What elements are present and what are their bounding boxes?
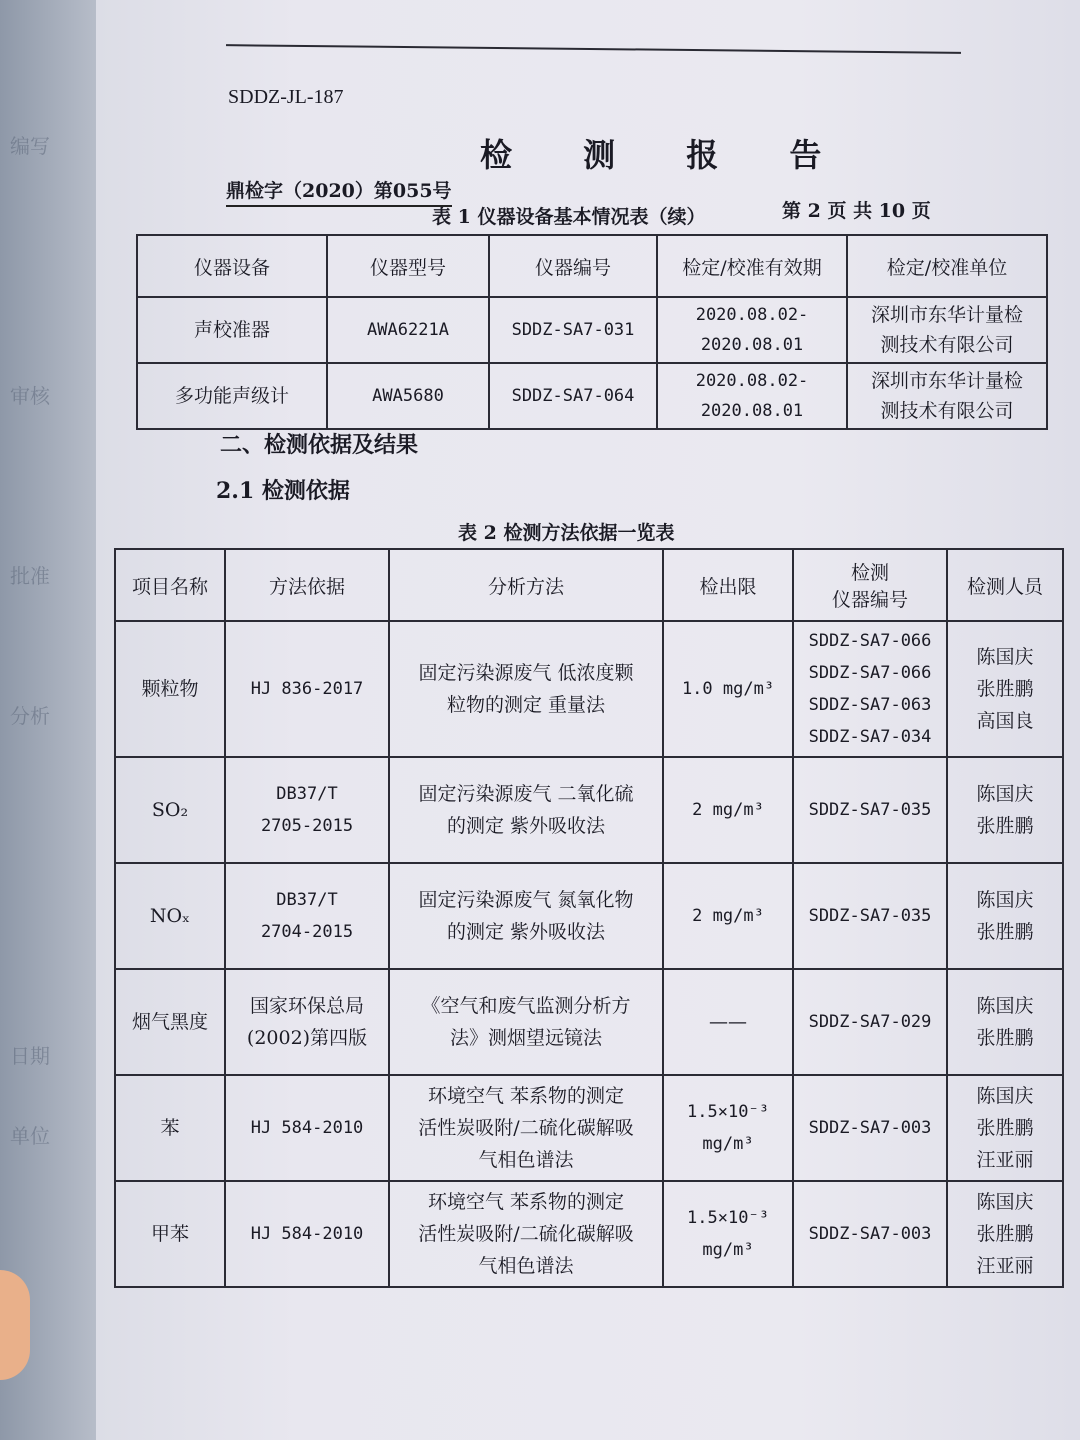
analysis-method: 固定污染源废气 二氧化硫 的测定 紫外吸收法 [389, 757, 663, 863]
table-row [115, 621, 1063, 757]
table-row [115, 1075, 1063, 1181]
equipment-name: 多功能声级计 [137, 363, 327, 429]
equipment-model: AWA6221A [327, 297, 489, 363]
instrument-id: SDDZ-SA7-003 [793, 1181, 947, 1287]
method-basis: HJ 584-2010 [225, 1181, 389, 1287]
detection-limit: 1.5×10⁻³ mg/m³ [663, 1181, 793, 1287]
equipment-model: AWA5680 [327, 363, 489, 429]
document-code: SDDZ-JL-187 [228, 86, 344, 108]
table1-caption: 表 1 仪器设备基本情况表（续） [432, 206, 706, 228]
detection-limit: 2 mg/m³ [663, 863, 793, 969]
underlying-page [0, 0, 96, 1440]
instrument-id: SDDZ-SA7-035 [793, 863, 947, 969]
item-name: 甲苯 [115, 1181, 225, 1287]
report-title: 检 测 报 告 [480, 136, 852, 174]
equipment-id: SDDZ-SA7-031 [489, 297, 657, 363]
underlying-text: 分析 [10, 704, 50, 728]
staff: 陈国庆 张胜鹏 汪亚丽 [947, 1181, 1063, 1287]
table-row [115, 757, 1063, 863]
instrument-id: SDDZ-SA7-003 [793, 1075, 947, 1181]
report-page [96, 0, 1080, 1440]
table-row [115, 969, 1063, 1075]
section-heading: 二、检测依据及结果 [220, 432, 419, 458]
staff: 陈国庆 张胜鹏 高国良 [947, 621, 1063, 757]
table-header-row [115, 549, 1063, 621]
finger-thumb [0, 1270, 30, 1380]
analysis-method: 环境空气 苯系物的测定 活性炭吸附/二硫化碳解吸 气相色谱法 [389, 1075, 663, 1181]
calibration-unit: 深圳市东华计量检 测技术有限公司 [847, 363, 1047, 429]
underlying-text: 批准 [10, 564, 50, 588]
analysis-method: 固定污染源废气 氮氧化物 的测定 紫外吸收法 [389, 863, 663, 969]
item-name: 颗粒物 [115, 621, 225, 757]
table-row [115, 863, 1063, 969]
underlying-text: 单位 [10, 1124, 50, 1148]
staff: 陈国庆 张胜鹏 [947, 863, 1063, 969]
item-name: SO₂ [115, 757, 225, 863]
instrument-id: SDDZ-SA7-035 [793, 757, 947, 863]
staff: 陈国庆 张胜鹏 [947, 757, 1063, 863]
method-table [114, 548, 1064, 1288]
column-header: 仪器编号 [489, 235, 657, 297]
column-header: 分析方法 [389, 549, 663, 621]
method-basis: DB37/T 2705-2015 [225, 757, 389, 863]
subsection-heading: 2.1 检测依据 [216, 478, 350, 504]
equipment-name: 声校准器 [137, 297, 327, 363]
page-number: 第 2 页 共 10 页 [782, 200, 931, 222]
header-rule [226, 44, 961, 54]
instrument-id: SDDZ-SA7-029 [793, 969, 947, 1075]
item-name: 烟气黑度 [115, 969, 225, 1075]
column-header: 检定/校准单位 [847, 235, 1047, 297]
column-header: 检测人员 [947, 549, 1063, 621]
item-name: NOₓ [115, 863, 225, 969]
method-basis: HJ 836-2017 [225, 621, 389, 757]
detection-limit: —— [663, 969, 793, 1075]
staff: 陈国庆 张胜鹏 汪亚丽 [947, 1075, 1063, 1181]
item-name: 苯 [115, 1075, 225, 1181]
analysis-method: 固定污染源废气 低浓度颗 粒物的测定 重量法 [389, 621, 663, 757]
detection-limit: 1.0 mg/m³ [663, 621, 793, 757]
table-row [137, 363, 1047, 429]
column-header: 检出限 [663, 549, 793, 621]
report-number: 鼎检字（2020）第055号 [226, 176, 452, 207]
method-basis: 国家环保总局 (2002)第四版 [225, 969, 389, 1075]
column-header: 项目名称 [115, 549, 225, 621]
underlying-text: 日期 [10, 1044, 50, 1068]
instrument-ids: SDDZ-SA7-066 SDDZ-SA7-066 SDDZ-SA7-063 SDDZ-SA7-034 [793, 621, 947, 757]
method-basis: DB37/T 2704-2015 [225, 863, 389, 969]
detection-limit: 2 mg/m³ [663, 757, 793, 863]
column-header: 检定/校准有效期 [657, 235, 847, 297]
detection-limit: 1.5×10⁻³ mg/m³ [663, 1075, 793, 1181]
analysis-method: 《空气和废气监测分析方 法》测烟望远镜法 [389, 969, 663, 1075]
table2-caption: 表 2 检测方法依据一览表 [458, 522, 675, 544]
equipment-id: SDDZ-SA7-064 [489, 363, 657, 429]
analysis-method: 环境空气 苯系物的测定 活性炭吸附/二硫化碳解吸 气相色谱法 [389, 1181, 663, 1287]
column-header: 仪器型号 [327, 235, 489, 297]
underlying-text: 编写 [10, 134, 50, 158]
staff: 陈国庆 张胜鹏 [947, 969, 1063, 1075]
equipment-table [136, 234, 1048, 430]
underlying-text: 审核 [10, 384, 50, 408]
column-header: 方法依据 [225, 549, 389, 621]
table-header-row [137, 235, 1047, 297]
column-header: 仪器设备 [137, 235, 327, 297]
validity-period: 2020.08.02- 2020.08.01 [657, 297, 847, 363]
method-basis: HJ 584-2010 [225, 1075, 389, 1181]
calibration-unit: 深圳市东华计量检 测技术有限公司 [847, 297, 1047, 363]
table-row [115, 1181, 1063, 1287]
column-header: 检测 仪器编号 [793, 549, 947, 621]
table-row [137, 297, 1047, 363]
validity-period: 2020.08.02- 2020.08.01 [657, 363, 847, 429]
